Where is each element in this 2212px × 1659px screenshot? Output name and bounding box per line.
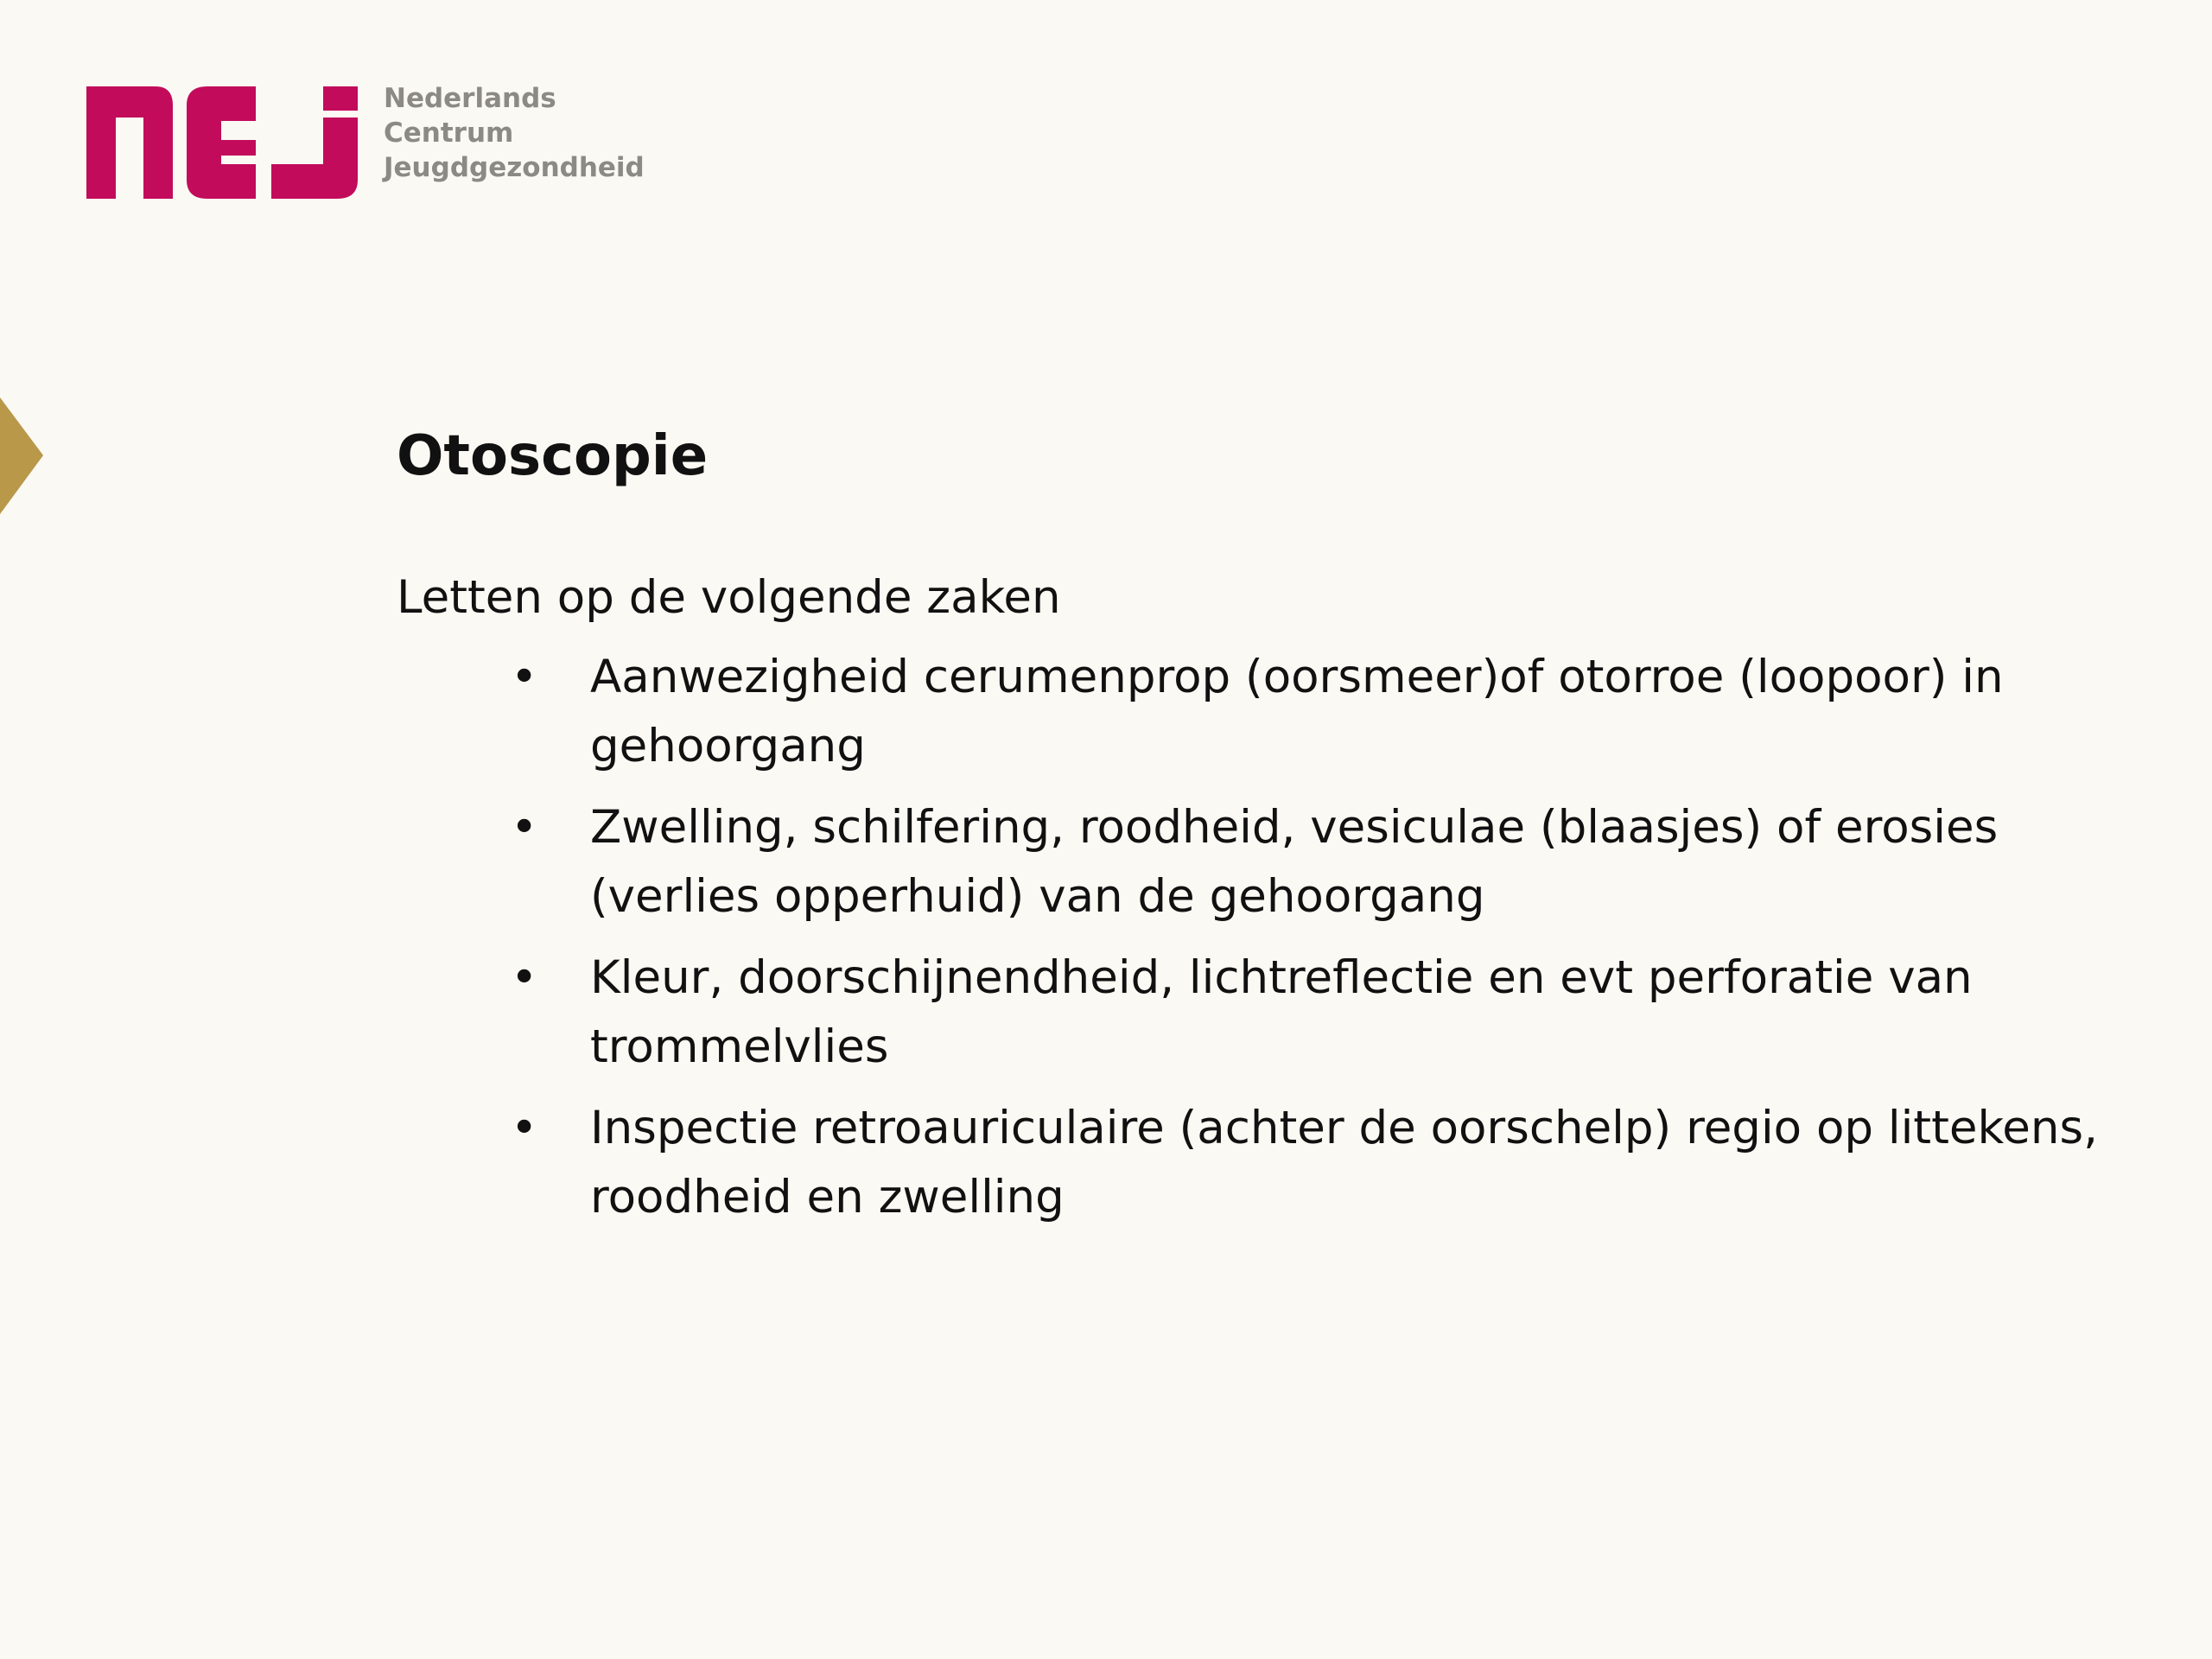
bullet-text: Aanwezigheid cerumenprop (oorsmeer)of otorroe (loopoor) in gehoorgang: [590, 651, 2004, 772]
ncj-logo: [86, 79, 645, 209]
bullet-text: Inspectie retroauriculaire (achter de oorschelp) regio op littekens, roodheid en zwelling: [590, 1102, 2098, 1224]
bullet-list: [397, 643, 2125, 1232]
bullet-dot: •: [511, 651, 538, 703]
slide-content: [397, 563, 2125, 1244]
logo-line-3: Jeugdgezondheid: [384, 152, 645, 183]
bullet-text: Zwelling, schilfering, roodheid, vesiculae (blaasjes) of erosies (verlies opperhuid) van de gehoorgang: [590, 801, 1999, 923]
ncj-logo-mark: [86, 79, 361, 206]
bullet-dot: •: [511, 1102, 538, 1154]
logo-wordmark: [384, 81, 645, 185]
bullet-item: [397, 643, 2125, 781]
bullet-item: [397, 944, 2125, 1082]
bullet-dot: •: [511, 951, 538, 1004]
logo-line-2: Centrum: [384, 118, 514, 149]
logo-line-1: Nederlands: [384, 83, 556, 114]
bullet-text: Kleur, doorschijnendheid, lichtreflectie en evt perforatie van trommelvlies: [590, 951, 1973, 1073]
intro-text: Letten op de volgende zaken: [397, 571, 1061, 624]
gold-arrow-marker: [0, 397, 43, 514]
slide-title: Otoscopie: [397, 424, 709, 488]
bullet-item: [397, 793, 2125, 931]
bullet-dot: •: [511, 801, 538, 854]
bullet-item: [397, 1094, 2125, 1232]
